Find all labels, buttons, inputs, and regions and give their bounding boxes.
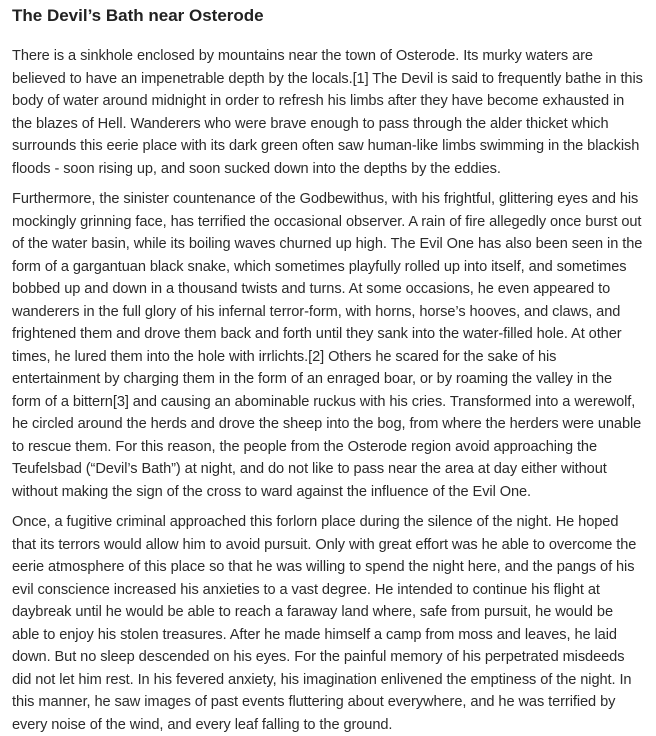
article-paragraph-3: Once, a fugitive criminal approached this forlorn place during the silence of the night. He hoped that its terrors would allow him to avoid pursuit. Only with great effort was he able to overcome the eerie atmosphere of this place so that he was willing to spend the night here, and the pangs of his evil conscience increased his anxieties to a vast degree. He intended to continue his flight at daybreak until he would be able to reach a faraway land where, safe from pursuit, he would be able to enjoy his stolen treasures. After he made himself a camp from moss and leaves, he laid down. But no sleep descended on his eyes. For the painful memory of his perpetrated misdeeds did not let him rest. In his fevered anxiety, his imagination enlivened the emptiness of the night. In this manner, he saw images of past events fluttering about everywhere, and he was terrified by every noise of the wind, and every leaf falling to the ground. (12, 514, 637, 733)
article-paragraph-1: There is a sinkhole enclosed by mountains near the town of Osterode. Its murky waters are believed to have an impenetrable depth by the locals.[1] The Devil is said to frequently bathe in this body of water around midnight in order to refresh his limbs after they have become exhausted in the blazes of Hell. Wanderers who were brave enough to pass through the alder thicket which surrounds this eerie place with its dark green often saw human-like limbs swimming in the blackish floods - soon rising up, and soon sucked down into the depths by the eddies. (12, 48, 643, 177)
article-paragraph-2: Furthermore, the sinister countenance of the Godbewithus, with his frightful, glittering eyes and his mockingly grinning face, has terrified the occasional observer. A rain of fire allegedly once burst out of the water basin, while its boiling waves churned up high. The Evil One has also been seen in the form of a gargantuan black snake, which sometimes playfully rolled up into itself, and sometimes bobbed up and down in a thousand twists and turns. At some occasions, he even appeared to wanderers in the full glory of his infernal terror-form, with horns, horse’s hooves, and claws, and frightened them and drove them back and forth until they sank into the water-filled hole. At other times, he lured them into the hole with irrlichts.[2] Others he scared for the sake of his entertainment by charging them in the form of an enraged boar, or by roaming the valley in the form of a bittern[3] and causing an abominable ruckus with his cries. Transformed into a werewolf, he circled around the herds and drove the sheep into the bog, from where the herders were unable to rescue them. For this reason, the people from the Osterode region avoid approaching the Teufelsbad (“Devil’s Bath”) at night, and do not like to pass near the area at day either without without making the sign of the cross to ward against the influence of the Evil One. (12, 191, 643, 500)
article-title: The Devil’s Bath near Osterode (12, 6, 264, 25)
